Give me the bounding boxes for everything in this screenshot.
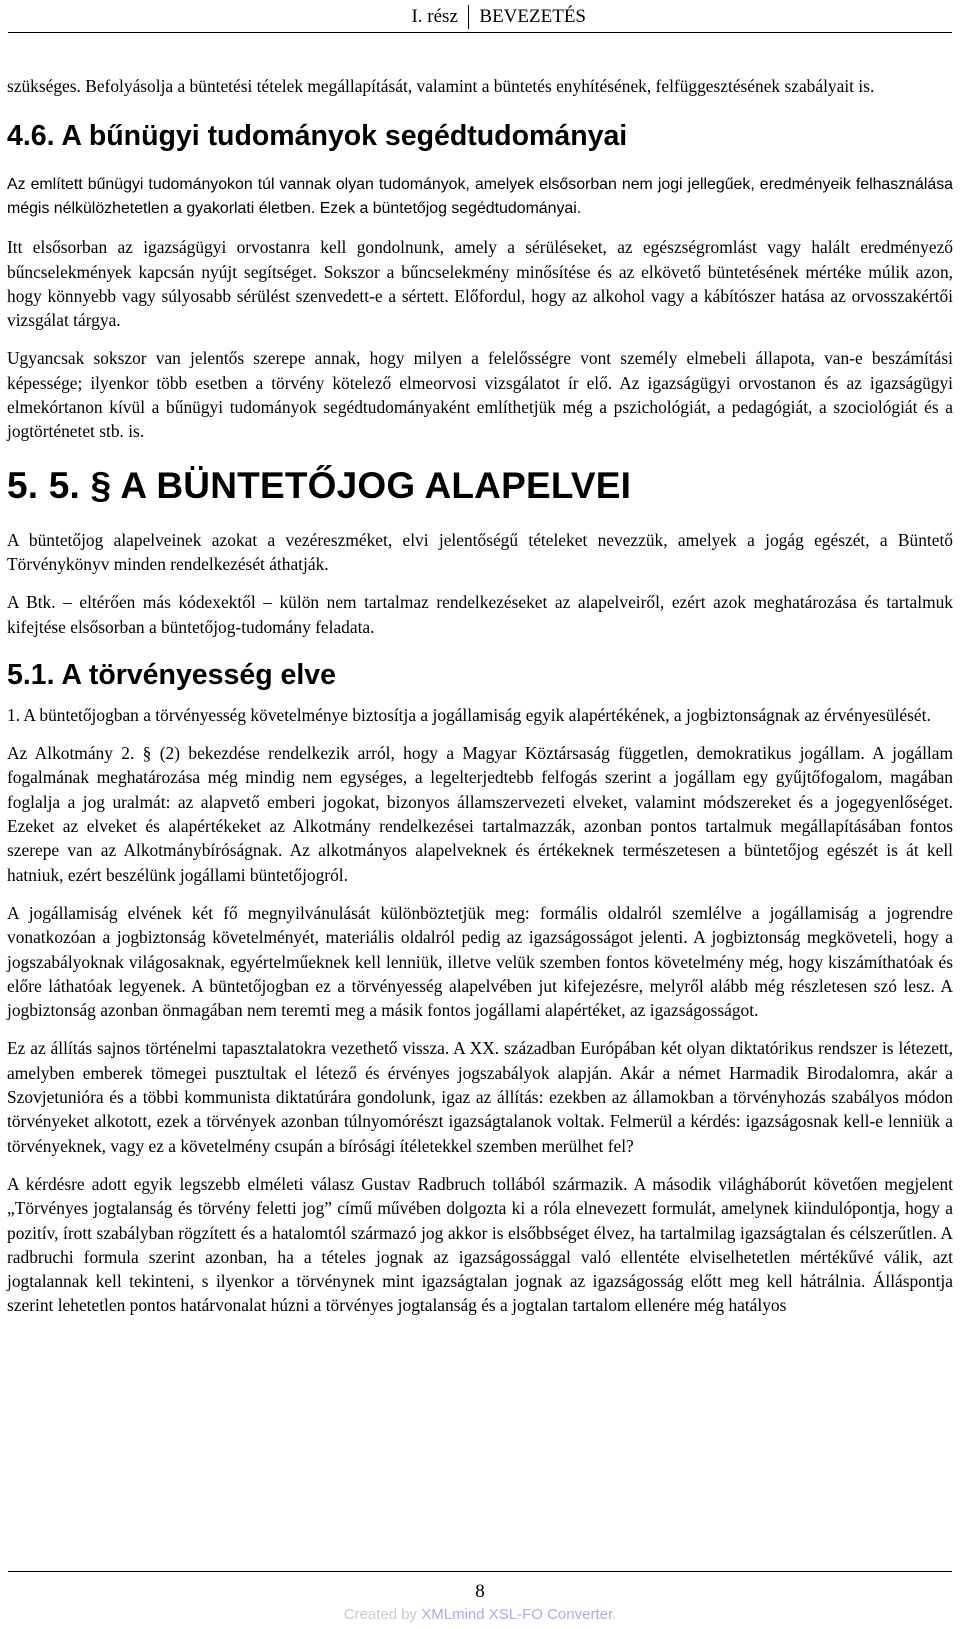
paragraph: A büntetőjog alapelveinek azokat a vezéreszméket, elvi jelentőségű tételeket nevezzük, amelyek a jogág egészét, a Büntető Törvénykönyv minden rendelkezését áthatják. <box>7 529 953 574</box>
paragraph: A kérdésre adott egyik legszebb elméleti válasz Gustav Radbruch tollából származik. A második világháborút követően megjelent „Törvényes jogtalanság és törvény feletti jog” című művében dolgozta ki a róla elnevezett formulát, amelynek kiindulópontja, hogy a pozitív, írott szabályban rögzített és a hatalomtól származó jog akkor is elsőbbséget élvez, ha tartalmilag igazságtalan és célszerűtlen. A radbruchi formula szerint azonban, ha a tételes jognak az igazságossággal való ellentéte elviselhetetlen mértékűvé válik, azt jogtalannak kell tekinteni, s ilyenkor a törvénynek mint igazságtalan jognak az igazságosság előtt meg kell hátrálnia. Álláspontja szerint lehetetlen pontos határvonalat húzni a törvényes jogtalanság és a jogtalan tartalom ellenére még hatályos <box>7 1173 953 1316</box>
running-header <box>8 0 952 33</box>
paragraph: Az Alkotmány 2. § (2) bekezdése rendelkezik arról, hogy a Magyar Köztársaság független, demokratikus jogállam. A jogállam fogalmának meghatározása még mindig nem egységes, a legelterjedtebb felfogás szerint a jogállam egy gyűjtőfogalom, magában foglalja a jog uralmát: az alapvető emberi jogokat, bizonyos államszervezeti elveket, valamint módszereket és a jogegyenlőséget. Ezeket az elveket és alapértékeket az Alkotmány rendelkezései tartalmazzák, azonban pontos tartalmuk megállapításában fontos szerepe van az Alkotmánybíróságnak. Az alkotmányos alapelveknek és értékeknek természetesen a büntetőjog egészét is át kell hatniuk, ezért beszélünk jogállami büntetőjogról. <box>7 743 953 885</box>
paragraph: A jogállamiság elvének két fő megnyilvánulását különböztetjük meg: formális oldalról szemlélve a jogállamiság a jogrendre vonatkozóan a jogbiztonság követelményét, materiális oldalról pedig az igazságosságot jelenti. A jogbiztonság megköveteli, hogy a jogszabályoknak világosaknak, egyértelműeknek kell lenniük, illetve velük szemben fontos követelmény még, hogy kiszámíthatóak és előre láthatóak legyenek. A büntetőjogban ez a törvényesség alapelvében jut kifejezésre, melyről alább még részletesen szó lesz. A jogbiztonság azonban önmagában nem teremti meg a másik fontos jogállami alapértéket, az igazságosságot. <box>7 902 953 1021</box>
generator-suffix: . <box>612 1606 617 1623</box>
header-part: I. rész <box>411 6 458 27</box>
generator-prefix: Created by <box>343 1606 422 1623</box>
paragraph: szükséges. Befolyásolja a büntetési tételek megállapítását, valamint a büntetés enyhítésének, felfüggesztésének szabályait is. <box>7 76 875 96</box>
generator-brand: XMLmind XSL-FO Converter <box>421 1606 613 1623</box>
generator-credit <box>0 1605 960 1625</box>
paragraph: A Btk. – eltérően más kódexektől – külön nem tartalmaz rendelkezéseket az alapelveiről, ezért azok meghatározása és tartalmuk kifejtése elsősorban a büntetőjog-tudomány feladata. <box>7 592 953 637</box>
header-separator <box>468 5 470 29</box>
section-heading: 5.1. A törvényesség elve <box>7 658 336 691</box>
paragraph: Itt elsősorban az igazságügyi orvostanra kell gondolnunk, amely a sérüléseket, az egészségromlást vagy halált eredményező bűncselekmények kapcsán nyújt segítséget. Sokszor a bűncselekmény minősítése és az elkövető büntetésének mértéke múlik azon, hogy könnyebb vagy súlyosabb sérülést szenvedett-e a sértett. Előfordul, hogy az alkohol vagy a kábítószer hatása az orvosszakértői vizsgálat tárgya. <box>7 237 953 331</box>
paragraph: Az említett bűnügyi tudományokon túl vannak olyan tudományok, amelyek elsősorban nem jogi jellegűek, eredményeik felhasználása mégis nélkülözhetetlen a gyakorlati életben. Ezek a büntetőjog segédtudományai. <box>7 176 953 218</box>
page-number: 8 <box>475 1581 485 1602</box>
paragraph: Ugyancsak sokszor van jelentős szerepe annak, hogy milyen a felelősségre vont személy elmebeli állapota, van-e beszámítási képessége; ilyenkor több esetben a törvény kötelező elmeorvosi vizsgálatot ír elő. Az igazságügyi orvostanon és az igazságügyi elmekórtanon kívül a bűnügyi tudományok segédtudományaként említhetjük még a pszichológiát, a pedagógiát, a szociológiát és a jogtörténetet stb. is. <box>7 348 953 442</box>
chapter-heading: 5. 5. § A BÜNTETŐJOG ALAPELVEI <box>7 464 632 506</box>
paragraph: Ez az állítás sajnos történelmi tapasztalatokra vezethető vissza. A XX. században Európában két olyan diktatórikus rendszer is létezett, amelyben emberek tömegei pusztultak el létező és érvényes jogszabályok alapján. Akár a német Harmadik Birodalomra, akár a Szovjetunióra és a többi kommunista diktatúrára gondolunk, igaz az állítás: ezekben az államokban a törvényhozás szabályos módon törvényeket alkotott, ezek a törvények azonban túlnyomórészt igazságtalanok voltak. Felmerül a kérdés: igazságosnak kell-e lenniük a törvényeknek, vagy ez a követelmény csupán a bírósági ítéletekkel szemben merülhet fel? <box>7 1038 953 1156</box>
subsection-heading: 4.6. A bűnügyi tudományok segédtudományai <box>7 120 628 153</box>
header-chapter: BEVEZETÉS <box>479 6 586 27</box>
paragraph: 1. A büntetőjogban a törvényesség követelménye biztosítja a jogállamiság egyik alapértékének, a jogbiztonságnak az érvényesülését. <box>7 704 931 725</box>
header-text <box>411 5 586 29</box>
page-content <box>7 74 953 1318</box>
footer-rule <box>8 1571 952 1572</box>
